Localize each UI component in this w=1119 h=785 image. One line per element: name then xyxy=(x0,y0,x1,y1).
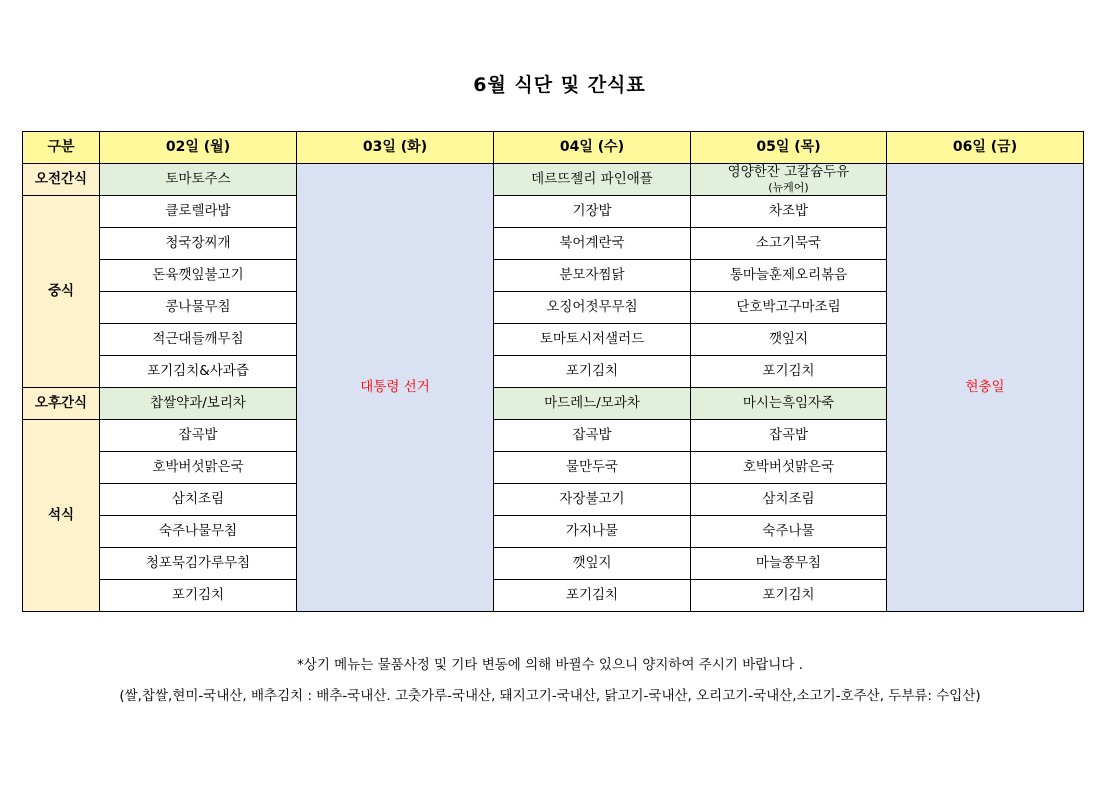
meal-table xyxy=(22,131,1084,612)
category-morning-snack: 오전간식 xyxy=(23,164,100,196)
lunch-wed-item: 기장밥 xyxy=(494,196,691,228)
lunch-mon-item: 콩나물무침 xyxy=(100,292,297,324)
lunch-wed-item: 분모자찜닭 xyxy=(494,260,691,292)
category-afternoon-snack: 오후간식 xyxy=(23,388,100,420)
dinner-thu-item: 잡곡밥 xyxy=(691,420,887,452)
lunch-wed-item: 오징어젓무무침 xyxy=(494,292,691,324)
afternoon-snack-wed: 마드레느/모과차 xyxy=(494,388,691,420)
dinner-mon-item: 포기김치 xyxy=(100,580,297,612)
dinner-mon-item: 청포묵김가루무침 xyxy=(100,548,297,580)
origin-notice: (쌀,찹쌀,현미-국내산, 배추김치 : 배추-국내산. 고춧가루-국내산, 돼지고기-국내산, 닭고기-국내산, 오리고기-국내산,소고기-호주산, 두부류: 수입산) xyxy=(119,688,981,704)
afternoon-snack-thu: 마시는흑임자죽 xyxy=(691,388,887,420)
lunch-thu-item: 소고기묵국 xyxy=(691,228,887,260)
morning-snack-mon: 토마토주스 xyxy=(100,164,297,196)
lunch-thu-item: 포기김치 xyxy=(691,356,887,388)
dinner-thu-item: 호박버섯맑은국 xyxy=(691,452,887,484)
lunch-thu-item: 통마늘훈제오리볶음 xyxy=(691,260,887,292)
morning-snack-thu-line2: (뉴케어) xyxy=(768,180,809,194)
header-day-thu: 05일 (목) xyxy=(691,132,887,164)
dinner-thu-item: 마늘쫑무침 xyxy=(691,548,887,580)
dinner-wed-item: 포기김치 xyxy=(494,580,691,612)
lunch-thu-item: 단호박고구마조림 xyxy=(691,292,887,324)
lunch-wed-item: 북어계란국 xyxy=(494,228,691,260)
table-row xyxy=(23,164,1084,196)
header-day-tue: 03일 (화) xyxy=(297,132,494,164)
lunch-thu-item: 깻잎지 xyxy=(691,324,887,356)
dinner-mon-item: 잡곡밥 xyxy=(100,420,297,452)
afternoon-snack-mon: 찹쌀약과/보리차 xyxy=(100,388,297,420)
header-row xyxy=(23,132,1084,164)
dinner-wed-item: 잡곡밥 xyxy=(494,420,691,452)
dinner-thu-item: 포기김치 xyxy=(691,580,887,612)
lunch-mon-item: 돈육깻잎불고기 xyxy=(100,260,297,292)
lunch-wed-item: 포기김치 xyxy=(494,356,691,388)
dinner-mon-item: 호박버섯맑은국 xyxy=(100,452,297,484)
dinner-wed-item: 깻잎지 xyxy=(494,548,691,580)
morning-snack-thu-line1: 영양한잔 고칼슘두유 xyxy=(727,163,850,180)
morning-snack-wed: 데르뜨젤리 파인애플 xyxy=(494,164,691,196)
dinner-mon-item: 숙주나물무침 xyxy=(100,516,297,548)
dinner-thu-item: 삼치조림 xyxy=(691,484,887,516)
lunch-thu-item: 차조밥 xyxy=(691,196,887,228)
category-lunch: 중식 xyxy=(23,196,100,388)
morning-snack-thu xyxy=(691,164,887,196)
holiday-tue: 대통령 선거 xyxy=(297,164,494,612)
lunch-wed-item: 토마토시저샐러드 xyxy=(494,324,691,356)
lunch-mon-item: 적근대들깨무침 xyxy=(100,324,297,356)
dinner-mon-item: 삼치조림 xyxy=(100,484,297,516)
category-dinner: 석식 xyxy=(23,420,100,612)
page-title: 6월 식단 및 간식표 xyxy=(473,74,646,96)
header-day-wed: 04일 (수) xyxy=(494,132,691,164)
dinner-wed-item: 자장불고기 xyxy=(494,484,691,516)
change-notice: *상기 메뉴는 물품사정 및 기타 변동에 의해 바뀔수 있으니 양지하여 주시기 바랍니다 . xyxy=(297,657,803,673)
header-category: 구분 xyxy=(23,132,100,164)
lunch-mon-item: 클로렐라밥 xyxy=(100,196,297,228)
lunch-mon-item: 청국장찌개 xyxy=(100,228,297,260)
dinner-thu-item: 숙주나물 xyxy=(691,516,887,548)
holiday-fri: 현충일 xyxy=(887,164,1084,612)
dinner-wed-item: 가지나물 xyxy=(494,516,691,548)
dinner-wed-item: 물만두국 xyxy=(494,452,691,484)
header-day-mon: 02일 (월) xyxy=(100,132,297,164)
header-day-fri: 06일 (금) xyxy=(887,132,1084,164)
lunch-mon-item: 포기김치&사과즙 xyxy=(100,356,297,388)
